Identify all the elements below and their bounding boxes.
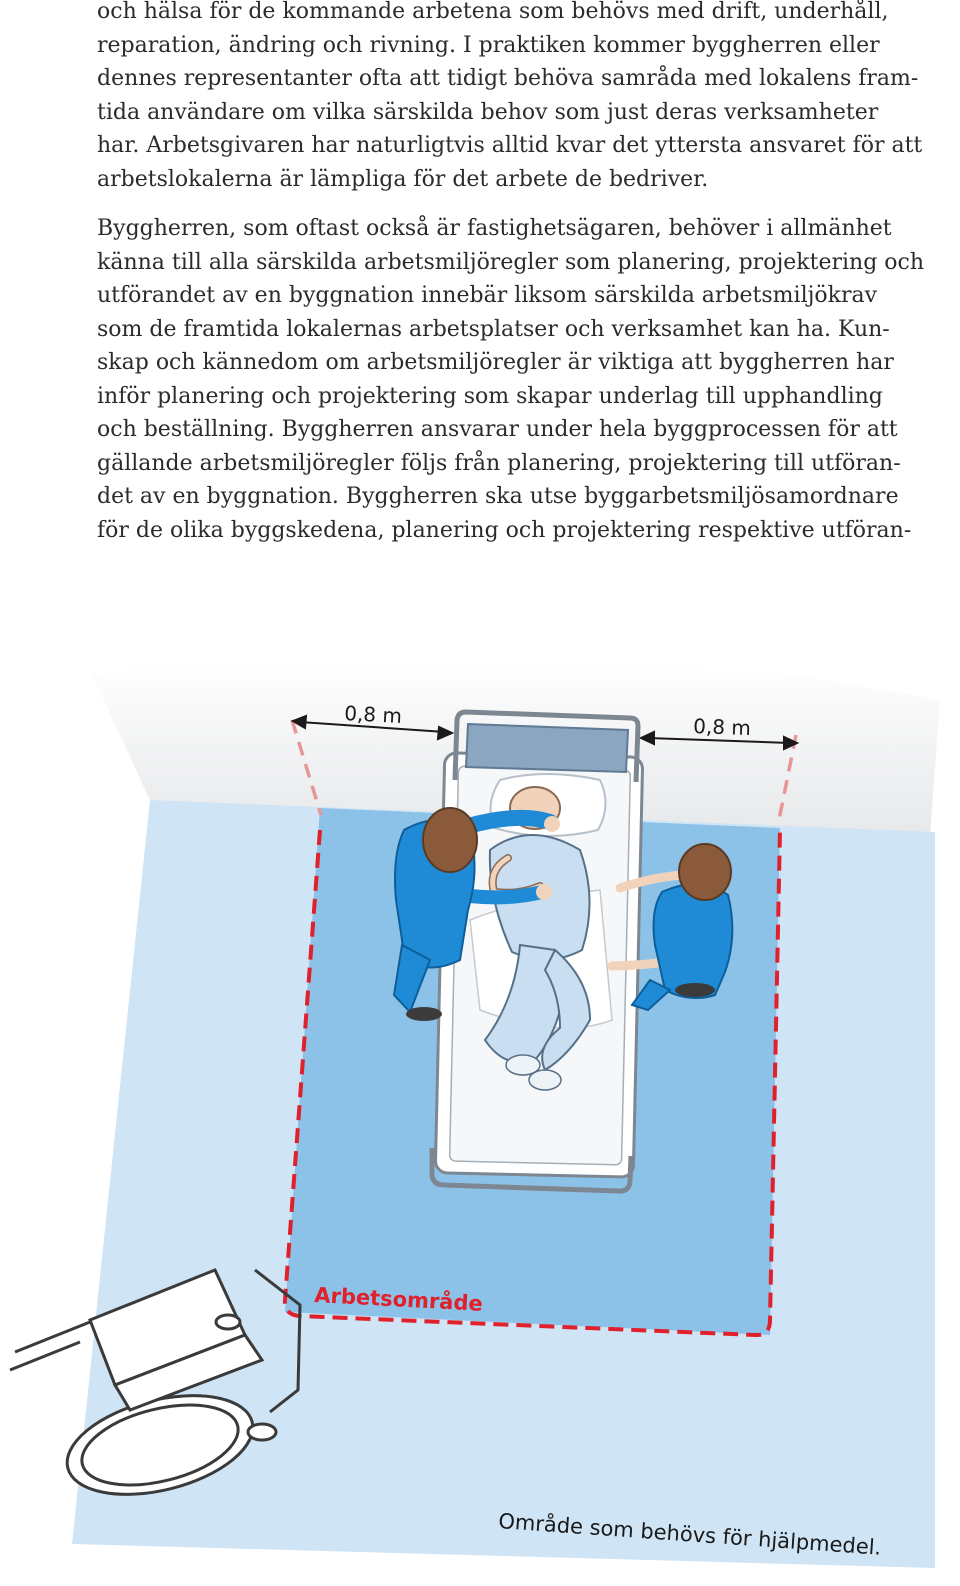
text-line: gällande arbetsmiljöregler följs från planering, projektering till utföran- <box>97 450 901 476</box>
body-paragraph-1 <box>97 0 923 196</box>
patient-room-illustration <box>0 600 960 1586</box>
text-line: känna till alla särskilda arbetsmiljöregler som planering, projektering och <box>97 249 925 275</box>
dimension-label-left: 0,8 m <box>343 701 403 729</box>
text-line: reparation, ändring och rivning. I praktiken kommer byggherren eller <box>97 32 880 58</box>
text-line: arbetslokalerna är lämpliga för det arbete de bedriver. <box>97 166 709 192</box>
text-line: det av en byggnation. Byggherren ska utse byggarbetsmiljösamordnare <box>97 484 899 509</box>
text-line: dennes representanter ofta att tidigt behöva samråda med lokalens fram- <box>97 66 919 91</box>
dimension-label-right: 0,8 m <box>692 714 752 741</box>
aid-area-label: Område som behövs för hjälpmedel. <box>497 1509 883 1560</box>
text-line: utförandet av en byggnation innebär liksom särskilda arbetsmiljökrav <box>97 283 878 308</box>
text-line: för de olika byggskedena, planering och projektering respektive utföran- <box>97 517 912 543</box>
work-area-label: Arbetsområde <box>313 1283 484 1316</box>
text-line: tida användare om vilka särskilda behov som just deras verksamheter <box>97 99 879 125</box>
text-line: har. Arbetsgivaren har naturligtvis alltid kvar det yttersta ansvaret för att <box>97 133 923 158</box>
text-line: skap och kännedom om arbetsmiljöregler är viktiga att byggherren har <box>97 350 894 375</box>
text-line: som de framtida lokalernas arbetsplatser och verksamhet kan ha. Kun- <box>97 316 890 342</box>
headboard <box>466 724 628 772</box>
text-line: Byggherren, som oftast också är fastighetsägaren, behöver i allmänhet <box>97 216 892 241</box>
body-paragraph-2 <box>97 212 925 547</box>
text-line: inför planering och projektering som skapar underlag till upphandling <box>97 383 883 409</box>
text-line: och beställning. Byggherren ansvarar under hela byggprocessen för att <box>97 417 898 442</box>
text-line: och hälsa för de kommande arbetena som behövs med drift, underhåll, <box>97 0 889 24</box>
